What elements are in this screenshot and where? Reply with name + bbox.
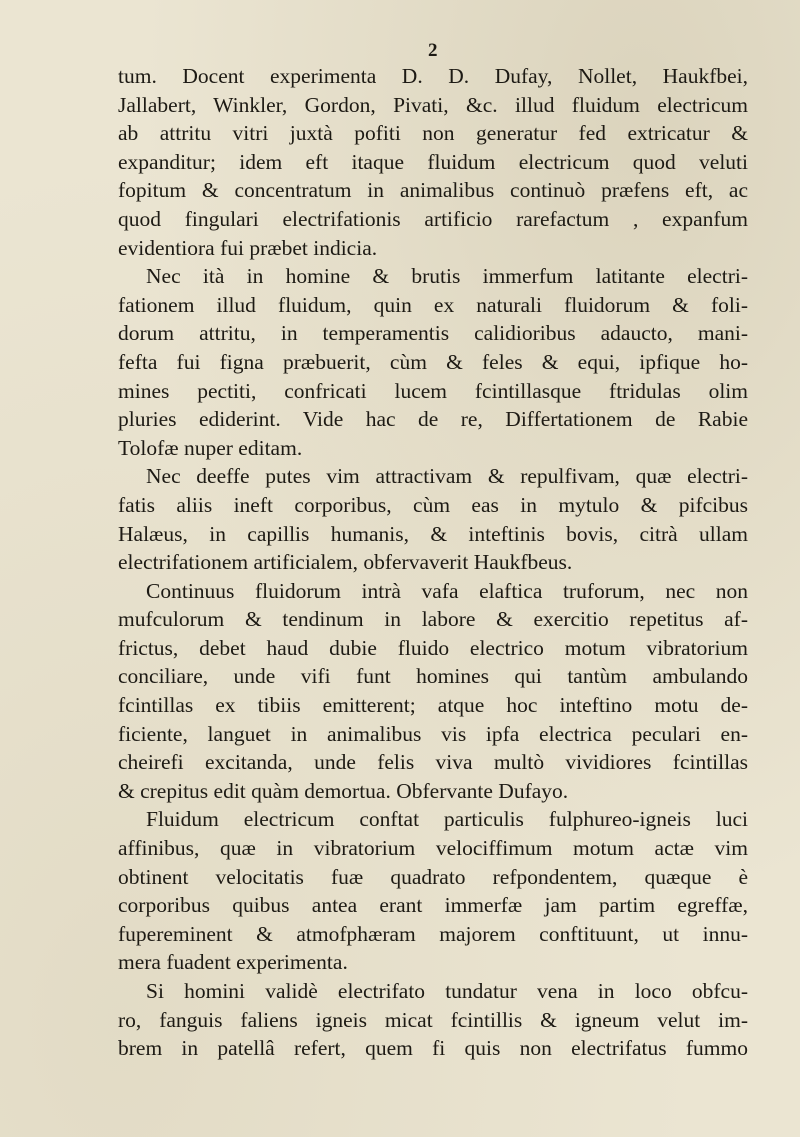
text-line: fupereminent & atmofphæram majorem conftituunt, ut innu- [118,921,748,946]
text-line: cheirefi excitanda, unde felis viva multò vividiores fcintillas [118,750,748,775]
text-line: fationem illud fluidum, quin ex naturali fluidorum & foli- [118,292,748,317]
text-line: & crepitus edit quàm demortua. Obfervante Dufayo. [118,778,569,803]
text-line: tum. Docent experimenta D. D. Dufay, Nollet, Haukfbei, [118,64,748,88]
text-line: pluries ediderint. Vide hac de re, Differtationem de Rabie [118,407,748,432]
text-line: Tolofæ nuper editam. [118,435,303,460]
text-line: Si homini validè electrifato tundatur vena in loco obfcu- [146,979,748,1003]
text-line: Continuus fluidorum intrà vafa elaftica truforum, nec non [146,578,748,603]
text-line: mines pectiti, confricati lucem fcintillasque ftridulas olim [118,378,748,403]
text-line: quod fingulari electrifationis artificio rarefactum , expanfum [118,206,748,231]
text-line: fcintillas ex tibiis emitterent; atque hoc inteftino motu de- [118,693,748,718]
text-line: dorum attritu, in temperamentis calidioribus adaucto, mani- [118,321,748,346]
text-line: fopitum & concentratum in animalibus continuò præfens eft, ac [118,178,748,203]
text-line: fefta fui figna præbuerit, cùm & feles & equi, ipfique ho- [118,349,748,374]
text-line: brem in patellâ refert, quem fi quis non electrifatus fummo [118,1036,748,1061]
text-line: ficiente, languet in animalibus vis ipfa electrica peculari en- [118,721,748,746]
text-line: Halæus, in capillis humanis, & inteftinis bovis, citrà ullam [118,521,748,546]
text-line: mera fuadent experimenta. [118,950,348,975]
text-line: Fluidum electricum conftat particulis fulphureo-igneis luci [146,807,748,832]
text-line: Jallabert, Winkler, Gordon, Pivati, &c. illud fluidum electricum [118,92,748,117]
text-line: frictus, debet haud dubie fluido electrico motum vibratorium [118,635,748,660]
text-line: Nec deeffe putes vim attractivam & repulfivam, quæ electri- [146,464,748,489]
text-line: affinibus, quæ in vibratorium velociffimum motum actæ vim [118,836,748,861]
text-line: ro, fanguis faliens igneis micat fcintillis & igneum velut im- [118,1007,748,1032]
text-line: ab attritu vitri juxtà pofiti non generatur fed extricatur & [118,121,748,146]
text-line: expanditur; idem eft itaque fluidum electricum quod veluti [118,149,748,174]
text-line: obtinent velocitatis fuæ quadrato refpondentem, quæque è [118,864,748,889]
text-line: mufculorum & tendinum in labore & exercitio repetitus af- [118,607,748,632]
text-line: evidentiora fui præbet indicia. [118,235,378,260]
text-line: conciliare, unde vifi funt homines qui tantùm ambulando [118,664,748,689]
text-line: fatis aliis ineft corporibus, cùm eas in mytulo & pifcibus [118,492,748,517]
page-number: 2 [428,40,438,61]
text-line: electrifationem artificialem, obfervaverit Haukfbeus. [118,550,573,575]
body-text [118,62,748,1063]
text-line: corporibus quibus antea erant immerfæ jam partim egreffæ, [118,893,748,918]
text-line: Nec ità in homine & brutis immerfum latitante electri- [146,264,748,289]
